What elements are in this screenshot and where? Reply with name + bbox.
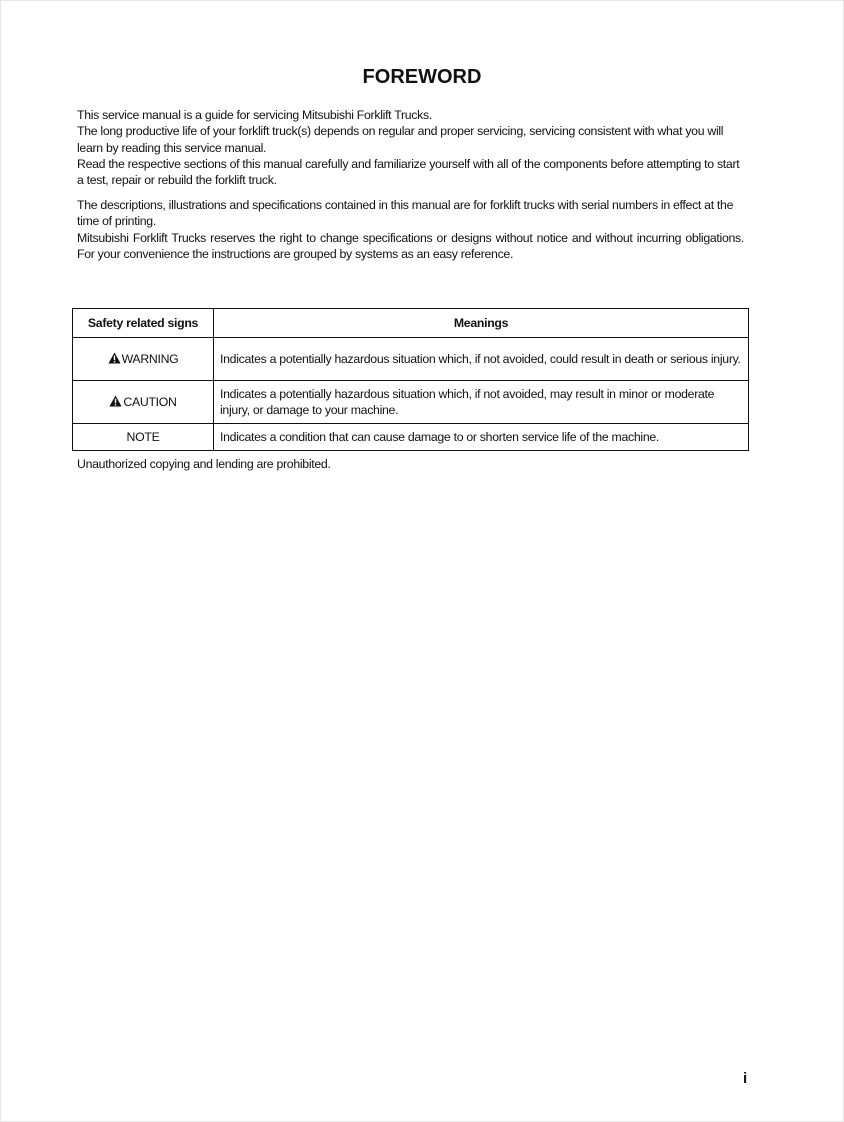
intro-line-3: Read the respective sections of this manual carefully and familiarize yourself with all of the components before attempting to start a test, repair or rebuild the forklift truck.: [77, 156, 740, 188]
page-title: FOREWORD: [362, 66, 482, 88]
meaning-warning: Indicates a potentially hazardous situation which, if not avoided, could result in death or serious injury.: [214, 338, 749, 381]
table-row-warning: [73, 338, 749, 381]
sign-label-warning: WARNING: [121, 351, 179, 366]
sign-cell-caution: [73, 381, 214, 424]
notice-line-1: The descriptions, illustrations and specifications contained in this manual are for forklift trucks with serial numbers in effect at the time of printing.: [77, 198, 734, 229]
intro-paragraphs: [77, 107, 744, 188]
sign-cell-note: NOTE: [73, 424, 214, 451]
table-row-caution: [73, 381, 749, 424]
copyright-notice: Unauthorized copying and lending are prohibited.: [77, 457, 331, 471]
intro-line-2: The long productive life of your forklift truck(s) depends on regular and proper servicing, servicing consistent with what you will learn by reading this service manual.: [77, 124, 724, 155]
meaning-caution: Indicates a potentially hazardous situation which, if not avoided, may result in minor or moderate injury, or damage to your machine.: [214, 381, 749, 424]
notice-paragraphs: [77, 197, 744, 262]
header-safety-signs: Safety related signs: [73, 309, 214, 338]
meaning-note: Indicates a condition that can cause damage to or shorten service life of the machine.: [214, 424, 749, 451]
safety-signs-table: [72, 308, 749, 451]
intro-line-1: This service manual is a guide for servicing Mitsubishi Forklift Trucks.: [77, 108, 432, 122]
sign-cell-warning: [73, 338, 214, 381]
sign-label-caution: CAUTION: [123, 394, 177, 409]
warning-triangle-icon: [108, 352, 121, 367]
notice-line-2: Mitsubishi Forklift Trucks reserves the right to change specifications or designs without notice and without incurring obligations. For your convenience the instructions are grouped by systems as an easy reference.: [77, 230, 744, 261]
header-meanings: Meanings: [214, 309, 749, 338]
table-header-row: [73, 309, 749, 338]
page-number: i: [743, 1070, 748, 1087]
warning-triangle-icon: [109, 395, 122, 410]
table-row-note: [73, 424, 749, 451]
